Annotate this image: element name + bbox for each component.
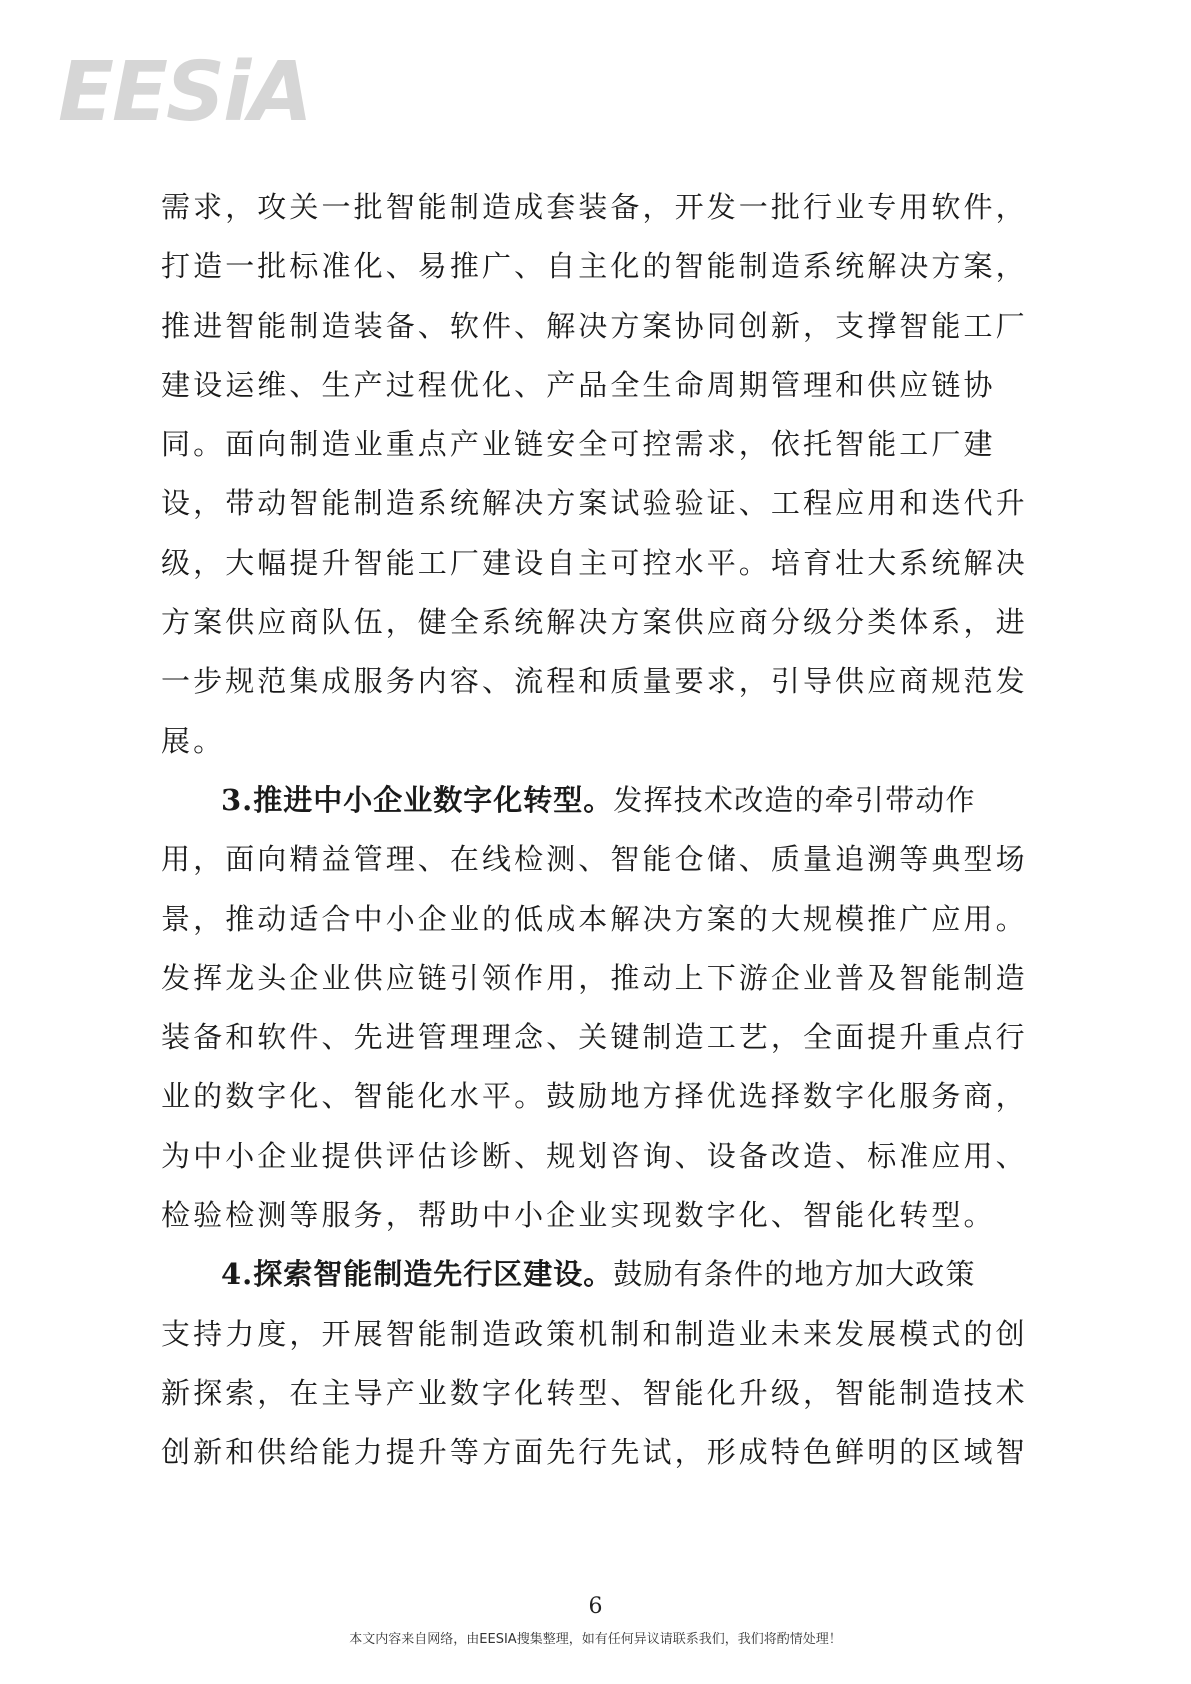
eesia-logo: EESiA [58, 45, 311, 140]
text-line: 业的数字化、智能化水平。鼓励地方择优选择数字化服务商， [161, 1079, 1028, 1114]
text-line: 展。 [161, 723, 226, 758]
text-line: 支持力度，开展智能制造政策机制和制造业未来发展模式的创 [161, 1316, 1028, 1351]
text-line: 级，大幅提升智能工厂建设自主可控水平。培育壮大系统解决 [161, 545, 1028, 580]
section-4-heading: 4.探索智能制造先行区建设。 [221, 1257, 614, 1292]
text-line: 检验检测等服务，帮助中小企业实现数字化、智能化转型。 [161, 1198, 996, 1233]
text-line: 创新和供给能力提升等方面先行先试，形成特色鲜明的区域智 [161, 1435, 1028, 1470]
footer-disclaimer: 本文内容来自网络，由EESIA搜集整理，如有任何异议请联系我们，我们将酌情处理！ [349, 1632, 842, 1647]
text-line: 为中小企业提供评估诊断、规划咨询、设备改造、标准应用、 [161, 1138, 1028, 1173]
text-line: 装备和软件、先进管理理念、关键制造工艺，全面提升重点行 [161, 1020, 1028, 1055]
text-line: 打造一批标准化、易推广、自主化的智能制造系统解决方案， [161, 249, 1028, 284]
text-line: 景，推动适合中小企业的低成本解决方案的大规模推广应用。 [161, 901, 1028, 936]
document-body [161, 178, 1041, 1483]
text-line: 方案供应商队伍，健全系统解决方案供应商分级分类体系，进 [161, 605, 1028, 640]
text-line: 一步规范集成服务内容、流程和质量要求，引导供应商规范发 [161, 664, 1028, 699]
section-4-first-line-text: 鼓励有条件的地方加大政策 [613, 1257, 976, 1292]
section-3-first-line-text: 发挥技术改造的牵引带动作 [613, 782, 976, 817]
text-line: 新探索，在主导产业数字化转型、智能化升级，智能制造技术 [161, 1375, 1028, 1410]
section-3-first-line [161, 771, 1041, 830]
section-3-heading: 3.推进中小企业数字化转型。 [221, 782, 614, 817]
text-line: 需求，攻关一批智能制造成套装备，开发一批行业专用软件， [161, 190, 1028, 224]
text-line: 设，带动智能制造系统解决方案试验验证、工程应用和迭代升 [161, 486, 1028, 521]
section-4-first-line [161, 1245, 1041, 1304]
text-line: 发挥龙头企业供应链引领作用，推动上下游企业普及智能制造 [161, 960, 1028, 995]
text-line: 用，面向精益管理、在线检测、智能仓储、质量追溯等典型场 [161, 842, 1028, 877]
text-line: 同。面向制造业重点产业链安全可控需求，依托智能工厂建 [161, 427, 996, 462]
text-line: 建设运维、生产过程优化、产品全生命周期管理和供应链协 [161, 367, 996, 402]
page-number: 6 [588, 1594, 603, 1619]
text-line: 推进智能制造装备、软件、解决方案协同创新，支撑智能工厂 [161, 308, 1028, 343]
